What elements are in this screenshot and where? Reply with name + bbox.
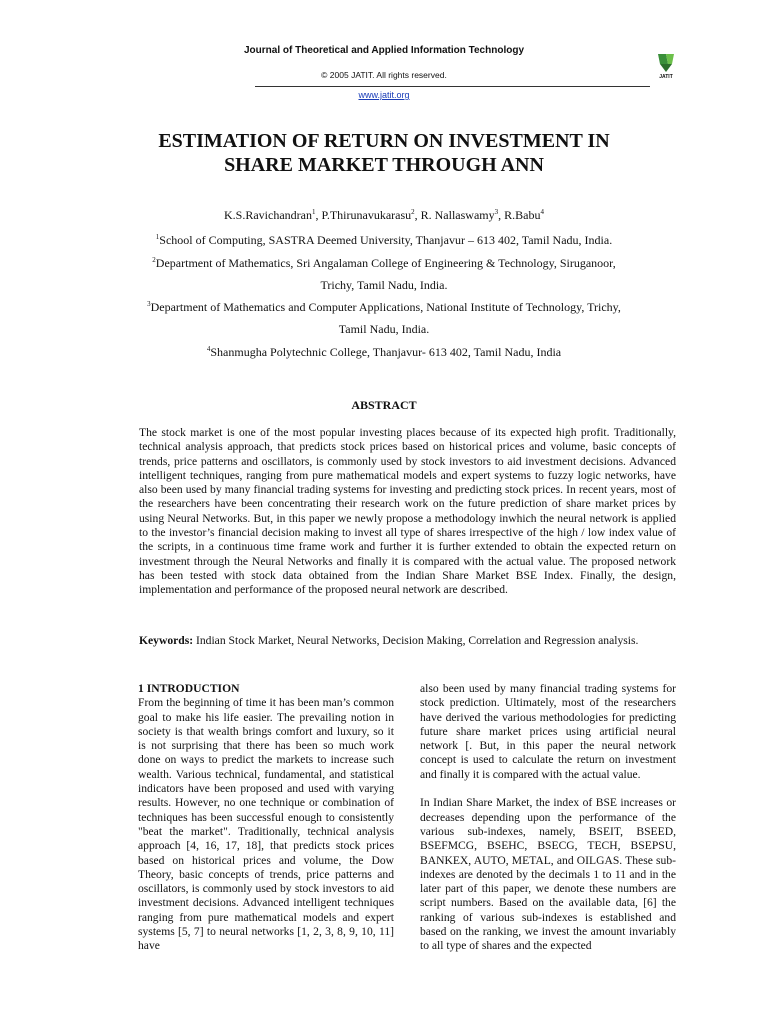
keywords [139, 634, 676, 648]
affiliation-1: $^1$School of Computing, SASTRA Deemed University, Thanjavur – 613 402, Tamil Nadu, India. [155, 233, 613, 247]
keywords-label: Keywords: [139, 634, 194, 647]
keywords-text: Indian Stock Market, Neural Networks, Decision Making, Correlation and Regression analysis. [193, 634, 639, 647]
logo-caption: JATIT [659, 74, 673, 80]
author: K.S.Ravichandran$^1$, [224, 208, 322, 222]
section-heading-introduction: 1 INTRODUCTION [138, 682, 240, 695]
copyright-notice: © 2005 JATIT. All rights reserved. [321, 70, 447, 80]
author-list [0, 208, 768, 223]
paper-title [0, 129, 768, 177]
affiliation-2-cont: Trichy, Tamil Nadu, India. [320, 278, 448, 292]
right-column [420, 682, 676, 954]
indian-share-market-paragraph: In Indian Share Market, the index of BSE increases or decreases depending upon the performance of the various sub-indexes, namely, BSEIT, BSEED, BSEFMCG, BSEHC, BSECG, TECH, BSEPSU, BANKEX, AUTO, METAL, and OILGAS. These sub-indexes are denoted by the decimals 1 to 11 and in the later part of this paper, we denote these numbers are script numbers. Based on the available data, [6] the ranking of various sub-indexes is established and based on the ranking, we invest the amount invariably to all type of shares and the expected [420, 796, 676, 953]
introduction-paragraph: From the beginning of time it has been man’s common goal to make his life easier. The prevailing notion in society is that wealth brings comfort and luxury, so it is not surprising that there has been so much work done on ways to predict the markets to increase such wealth. Various technical, fundamental, and statistical indicators have been proposed and used with varying results. However, no one technique or combination of techniques has been successful enough to consistently "beat the market". Traditionally, technical analysis approach [4, 16, 17, 18], that predicts stock prices based on historical prices and volume, the Dow Theory, basic concepts of trends, price patterns and oscillators, is commonly used by stock investors to aid investment decisions. Advanced intelligent techniques ranging from pure mathematical models and expert systems [5, 7] to neural networks [1, 2, 3, 8, 9, 10, 11] have [138, 696, 394, 953]
abstract-heading: ABSTRACT [351, 398, 417, 412]
left-column [138, 682, 394, 954]
affiliation-4: $^4$Shanmugha Polytechnic College, Thanjavur- 613 402, Tamil Nadu, India [206, 345, 562, 359]
author: R. Nallaswamy$^3$, [420, 208, 505, 222]
title-line-1: ESTIMATION OF RETURN ON INVESTMENT IN [158, 130, 610, 152]
abstract-body: The stock market is one of the most popular investing places because of its expected high profit. Traditionally, technical analysis approach, that predicts stock prices based on historical prices and volume, basic concepts of trends, price patterns and oscillators, is commonly used by stock investors to aid investment decisions. Advanced intelligent techniques, ranging from pure mathematical models and expert systems to fuzzy logic networks, have also been used by many financial trading systems for investing and predicting stock prices. In recent years, most of the researchers have been concentrating their research work on the future prediction of share market prices by using Neural Networks. But, in this paper we newly propose a methodology inwhich the neural network is applied to the investor’s financial decision making to invest all type of shares irrespective of the high / low index value of the scripts, in a continuous time frame work and further it is further extended to obtain the expected return on investment through the Neural Networks and finally it is compared with the actual value. The proposed network has been tested with stock data obtained from the Indian Share Market BSE Index. Finally, the design, implementation and performance of the proposed neural network are described. [139, 426, 676, 597]
header-rule [255, 86, 650, 87]
affiliation-3: $^3$Department of Mathematics and Computer Applications, National Institute of Technology, Trichy, [147, 300, 621, 314]
introduction-paragraph-continued: also been used by many financial trading systems for stock prediction. Ultimately, most of the researchers have derived the various methodologies for predicting future share market prices using artificial neural network [. But, in this paper the neural network concept is used to calculate the return on investment and finally it is compared with the actual value. [420, 682, 676, 781]
journal-website-link[interactable]: www.jatit.org [358, 90, 410, 100]
author: P.Thirunavukarasu$^2$, [321, 208, 421, 222]
affiliation-3-cont: Tamil Nadu, India. [338, 322, 430, 336]
affiliation-2: $^2$Department of Mathematics, Sri Angalaman College of Engineering & Technology, Siruganoor, [152, 256, 616, 270]
journal-title: Journal of Theoretical and Applied Information Technology [243, 45, 524, 56]
author: R.Babu$^4$ [504, 208, 544, 222]
title-line-2: SHARE MARKET THROUGH ANN [224, 154, 544, 176]
